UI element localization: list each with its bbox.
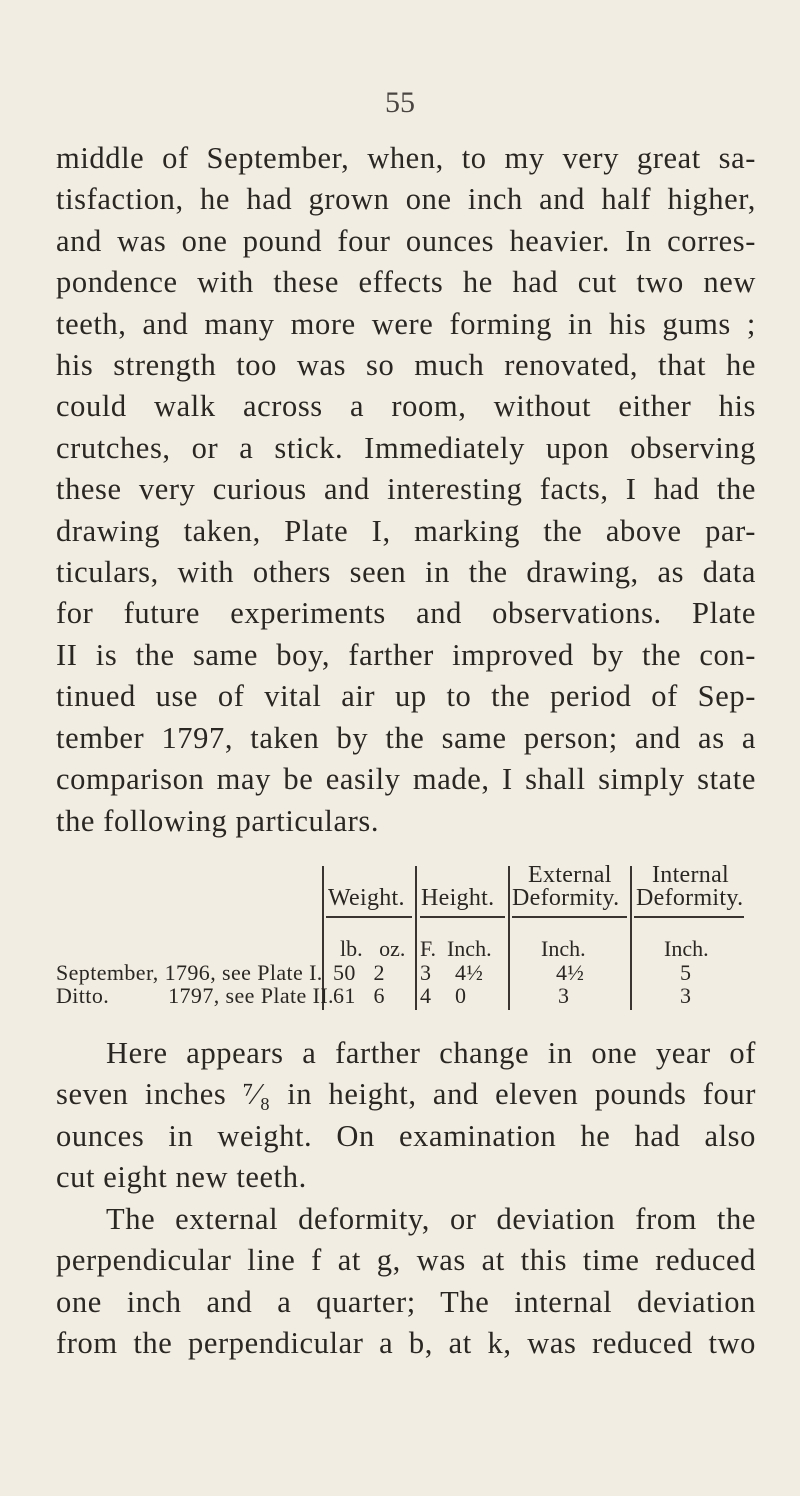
header-rule [326,916,412,918]
text-line: his strength too was so much renovated, that he [56,348,756,383]
text-line: the following particulars. [56,803,380,838]
text-line: II is the same boy, farther improved by the con- [56,637,756,672]
header-rule [634,916,744,918]
row-label: Ditto. 1797, see Plate II. [56,983,334,1008]
text-line: cut eight new teeth. [56,1160,307,1195]
text-line: middle of September, when, to my very great sa- [56,141,756,175]
unit-weight: lb. oz. [340,936,406,961]
header-height: Height. [421,885,495,911]
header-weight: Weight. [328,885,405,911]
text-line: The external deformity, or deviation from the [106,1202,756,1236]
header-external-line1: External [528,862,612,888]
measurements-table [0,860,800,1030]
row-internal: 3 [680,983,692,1008]
text-line: from the perpendicular a b, at k, was reduced two [56,1326,756,1361]
header-rule [512,916,627,918]
row-weight: 61 6 [333,983,385,1008]
text-line: pondence with these effects he had cut two new [56,265,756,300]
text-line: tisfaction, he had grown one inch and half higher, [56,182,756,217]
text-line: tember 1797, taken by the same person; and as a [56,720,756,755]
text-line: and was one pound four ounces heavier. In corres- [56,223,756,258]
column-rule [415,866,417,1010]
row-height: 4 0 [420,983,467,1008]
text-line: seven inches ⁷⁄₈ in height, and eleven pounds four [56,1077,756,1112]
header-internal-line1: Internal [652,862,730,888]
paragraph-change [56,1033,756,1199]
text-line: drawing taken, Plate I, marking the above par- [56,513,756,548]
header-internal-line2: Deformity. [636,885,744,911]
text-line: tinued use of vital air up to the period of Sep- [56,679,756,714]
unit-external: Inch. [541,936,586,961]
column-rule [508,866,510,1010]
text-line: crutches, or a stick. Immediately upon observing [56,430,756,465]
row-external: 4½ [556,960,585,985]
row-external: 3 [558,983,570,1008]
text-line: could walk across a room, without either his [56,389,756,424]
paragraph-deformity [56,1199,756,1365]
text-line: these very curious and interesting facts, I had the [56,472,756,507]
text-line: for future experiments and observations. Plate [56,596,756,631]
text-line: ounces in weight. On examination he had also [56,1118,756,1153]
unit-internal: Inch. [664,936,709,961]
paragraph-intro [56,138,756,842]
text-line: ticulars, with others seen in the drawing, as data [56,555,756,590]
text-line: Here appears a farther change in one year of [106,1036,756,1070]
header-external-line2: Deformity. [512,885,620,911]
text-line: teeth, and many more were forming in his gums ; [56,306,756,341]
row-weight: 50 2 [333,960,385,985]
row-label: September, 1796, see Plate I. [56,960,323,985]
column-rule [630,866,632,1010]
text-line: one inch and a quarter; The internal deviation [56,1284,756,1319]
page-number: 55 [385,86,415,119]
text-line: comparison may be easily made, I shall simply state [56,762,756,797]
row-internal: 5 [680,960,692,985]
header-rule [420,916,505,918]
row-height: 3 4½ [420,960,484,985]
unit-height: F. Inch. [420,936,492,961]
text-line: perpendicular line f at g, was at this time reduced [56,1243,756,1278]
